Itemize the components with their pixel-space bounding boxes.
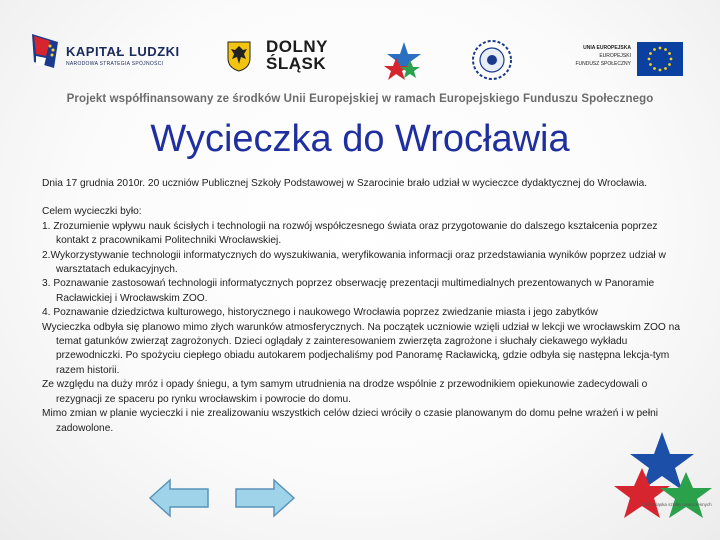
- paragraph-goal-2: 2.Wykorzystywanie technologii informatycznych do wyszukiwania, weryfikowania informacji oraz przedstawiania wyników poprzez udział w warsztatach edukacyjnych.: [42, 249, 666, 276]
- paragraph-goals-heading: Celem wycieczki było:: [42, 206, 142, 218]
- logo-band: [0, 0, 720, 88]
- paragraph-intro: Dnia 17 grudnia 2010r. 20 uczniów Publicznej Szkoły Podstawowej w Szarocinie brało udział w wycieczce dydaktycznej do Wrocławia.: [42, 178, 648, 189]
- dolny-slask-logo: [226, 38, 338, 78]
- ue-line1: UNIA EUROPEJSKA: [583, 45, 631, 51]
- slask-text: ŚLĄSK: [266, 54, 327, 73]
- paragraph-goal-1: 1. Zrozumienie wpływu nauk ścisłych i technologii na rozwój współczesnego świata oraz przygotowanie do dalszego kształcenia poprzez kontakt z pracownikami Politechniki Wrocławskiej.: [42, 220, 658, 247]
- paragraph-weather: Ze względu na duży mróz i opady śniegu, a tym samym utrudnienia na drodze wspólnie z przewodnikiem opiekunowie zadecydowali o rezygnacji ze spaceru po rynku wrocławskim i powrocie do domu.: [42, 379, 648, 405]
- school-logo-caption: Dolnośląska szkoła nowoczesnych: [642, 502, 712, 507]
- dolny-slask-text: [266, 38, 328, 72]
- unia-europejska-logo: [565, 42, 687, 82]
- next-slide-button[interactable]: [234, 478, 296, 518]
- kapital-ludzki-flag-icon: [30, 32, 60, 70]
- paragraph-trip-description: Wycieczka odbyła się planowo mimo złych warunków atmosferycznych. Na początek uczniowie wzięli udział w lekcji we wrocławskim ZOO na temat gatunków zwierząt zagrożonych. Dzieci oglądały z zainteresowaniem zwierzęta zagrożone i słuchały ciekawego wykładu przewodniczki. Po spożyciu ciepłego obiadu autokarem podjechaliśmy pod Panoramę Racławicką, gdzie odbyła się następna lekcja-tym razem historii.: [42, 321, 680, 376]
- eagle-crest-icon: [226, 40, 252, 72]
- project-funding-line: Projekt współfinansowany ze środków Unii Europejskiej w ramach Europejskiego Funduszu Społecznego: [66, 93, 654, 105]
- paragraph-conclusion: Mimo zmian w planie wycieczki i nie zrealizowaniu wszystkich celów dzieci wróciły o czasie planowanym do domu pełne wrażeń i w pełni zadowolone.: [42, 408, 659, 434]
- school-stars-logo-icon: [614, 428, 718, 540]
- arrow-right-icon: [236, 480, 294, 516]
- eu-flag-icon: [637, 42, 683, 76]
- ue-line2: EUROPEJSKI: [599, 53, 631, 59]
- kapital-ludzki-logo: [30, 30, 180, 80]
- colored-stars-logo-icon: [384, 40, 424, 82]
- kapital-ludzki-title: KAPITAŁ LUDZKI: [66, 44, 180, 59]
- arrow-left-icon: [150, 480, 208, 516]
- prev-slide-button[interactable]: [148, 478, 210, 518]
- dolny-text: DOLNY: [266, 37, 328, 56]
- paragraph-spacer: [42, 191, 682, 205]
- gear-emblem-logo-icon: [470, 38, 514, 82]
- ue-line3: FUNDUSZ SPOŁECZNY: [575, 61, 631, 67]
- paragraph-goal-4: 4. Poznawanie dziedzictwa kulturowego, historycznego i naukowego Wrocławia poprzez zwiedzanie miasta i jego zabytków: [42, 307, 598, 319]
- paragraph-goal-3: 3. Poznawanie zastosowań technologii informatycznych poprzez obserwację prezentacji multimedialnych prezentowanych w Panoramie Racławickiej i Wrocławskim ZOO.: [42, 278, 655, 304]
- ue-text: [565, 44, 631, 68]
- kapital-ludzki-subtitle: NARODOWA STRATEGIA SPÓJNOŚCI: [66, 61, 164, 67]
- page-title: Wycieczka do Wrocławia: [150, 118, 570, 160]
- article-body: [42, 177, 682, 436]
